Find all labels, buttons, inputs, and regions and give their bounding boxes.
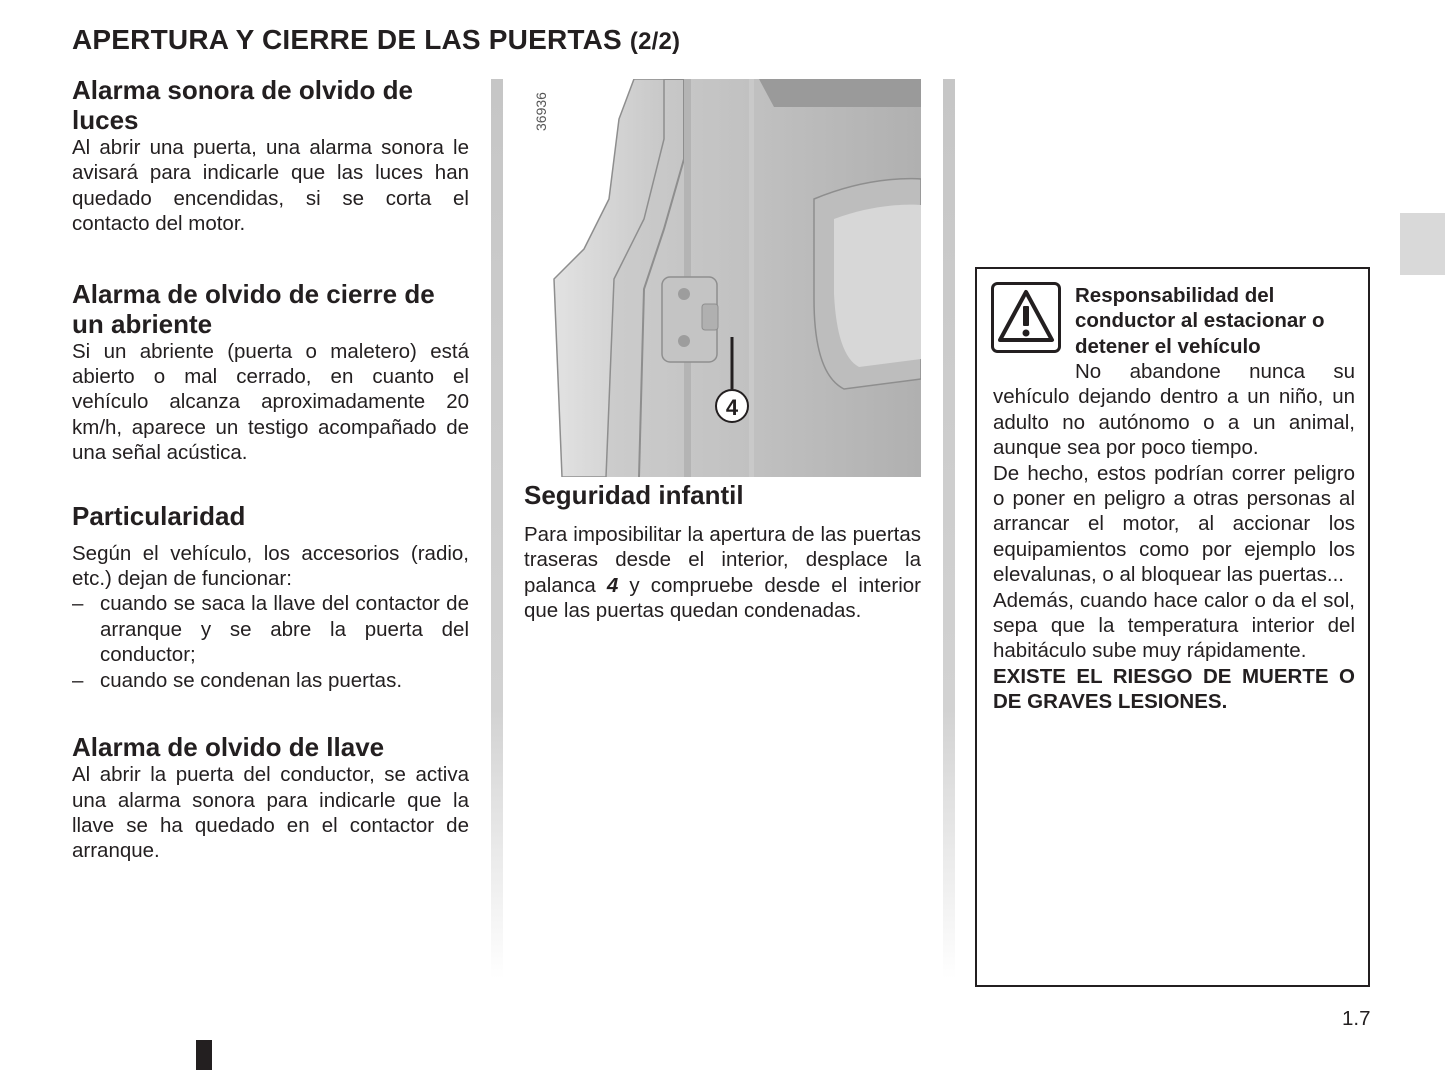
section-key-alarm <box>72 732 469 864</box>
print-mark <box>196 1040 212 1070</box>
body-text: Para imposibilitar la apertura de las puertas traseras desde el interior, desplace la palanca <box>524 523 921 597</box>
section-particularity <box>72 501 469 693</box>
figure-callout-label: 4 <box>725 395 739 420</box>
section-open-door-alarm <box>72 279 469 466</box>
door-illustration-svg <box>514 79 921 477</box>
middle-column <box>524 480 921 624</box>
warning-paragraph: No abandone nunca su vehículo dejando dentro a un niño, un adulto no autónomo o a un animal, aunque sea por poco tiempo. <box>993 360 1355 460</box>
section-heading: Particularidad <box>72 500 246 531</box>
section-heading: Alarma de olvido de llave <box>72 732 385 763</box>
figure-reference-number: 36936 <box>533 92 549 131</box>
page-title-text: APERTURA Y CIERRE DE LAS PUERTAS <box>72 24 622 55</box>
warning-emphasis: EXISTE EL RIESGO DE MUERTE O DE GRAVES LESIONES. <box>993 664 1355 714</box>
section-heading: Alarma de olvido de cierre de un abriente <box>72 278 435 339</box>
accessory-list <box>72 591 469 693</box>
chapter-tab <box>1400 213 1445 275</box>
warning-title: Responsabilidad del conductor al estacionar o detener el vehículo <box>1075 284 1325 358</box>
warning-paragraph: Además, cuando hace calor o da el sol, sepa que la temperatura interior del habitáculo sube muy rápidamente. <box>993 588 1355 663</box>
warning-paragraph: De hecho, estos podrían correr peligro o poner en peligro a otras personas al arrancar el motor, al accionar los equipamientos como por ejemplo los elevalunas, o al bloquear las puertas... <box>993 461 1355 587</box>
child-safety-body <box>524 522 921 624</box>
section-body: Al abrir una puerta, una alarma sonora le avisará para indicarle que las luces han quedado encendidas, si se corta el contacto del motor. <box>72 136 469 236</box>
body-text: y compruebe desde el interior que las puertas quedan condenadas. <box>524 573 921 623</box>
section-heading: Alarma sonora de olvido de luces <box>72 75 413 135</box>
door-lock-illustration <box>514 79 921 477</box>
lever-reference: 4 <box>606 573 619 597</box>
warning-triangle-icon <box>991 282 1061 353</box>
section-body: Al abrir la puerta del conductor, se activa una alarma sonora para indicarle que la llave se ha quedado en el contactor de arranque. <box>72 763 469 863</box>
page-part-indicator: (2/2) <box>629 28 681 55</box>
list-item: – cuando se saca la llave del contactor de arranque y se abre la puerta del conductor; <box>72 591 469 667</box>
column-separator <box>491 79 503 979</box>
section-heading-child-safety: Seguridad infantil <box>524 480 744 510</box>
left-column <box>72 75 469 890</box>
warning-box <box>975 267 1370 987</box>
section-body: Si un abriente (puerta o maletero) está abierto o mal cerrado, en cuanto el vehículo alcanza aproximadamente 20 km/h, aparece un testigo acompañado de una señal acústica. <box>72 339 469 465</box>
page-title <box>72 24 680 56</box>
page-number: 1.7 <box>1342 1007 1371 1030</box>
section-body: Según el vehículo, los accesorios (radio, etc.) dejan de funcionar: <box>72 541 469 591</box>
warning-body <box>993 359 1355 715</box>
section-light-alarm <box>72 75 469 237</box>
list-item: – cuando se condenan las puertas. <box>72 668 469 693</box>
column-separator <box>943 79 955 979</box>
